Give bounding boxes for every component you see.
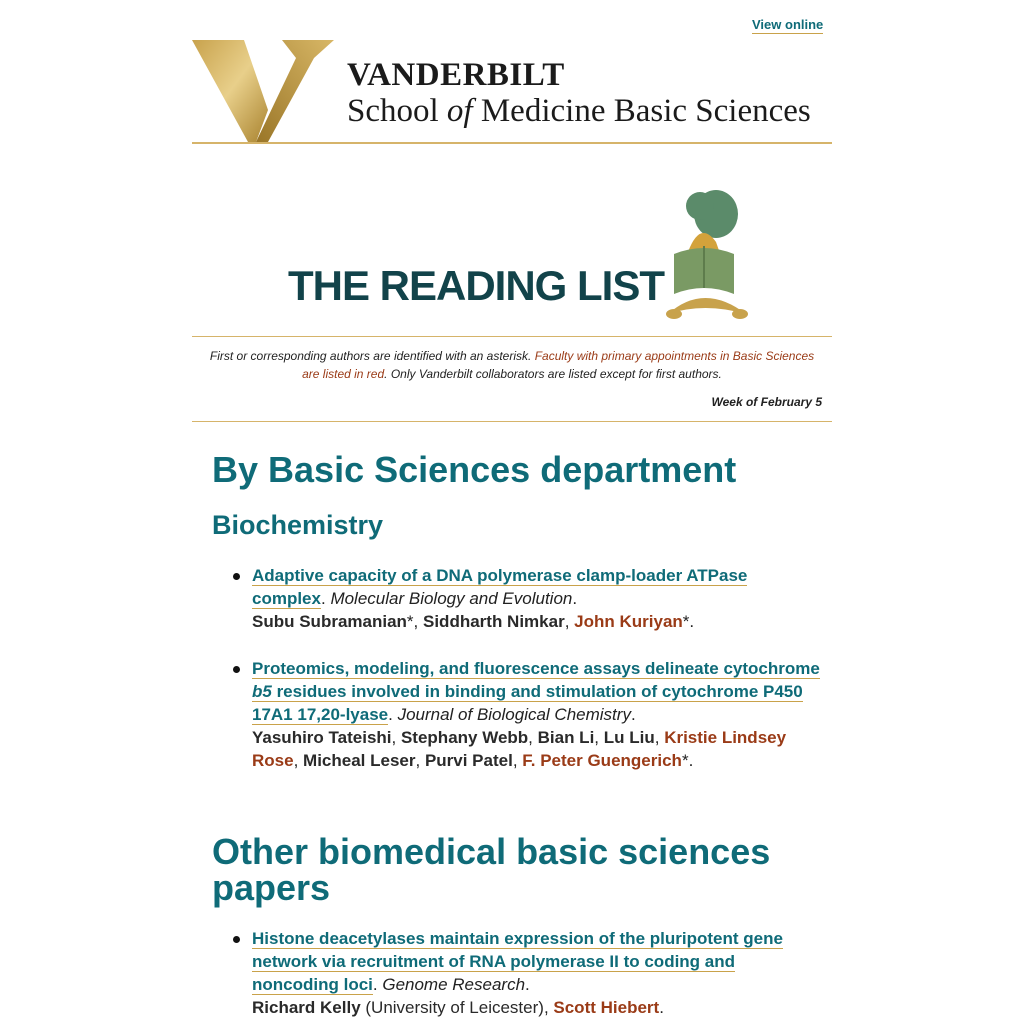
vanderbilt-v-logo-icon [192, 40, 334, 142]
brand-vanderbilt: VANDERBILT [347, 57, 565, 93]
journal-name: Molecular Biology and Evolution [330, 589, 573, 608]
journal-name: Journal of Biological Chemistry [397, 705, 631, 724]
view-online-link[interactable]: View online [752, 17, 824, 32]
author: Stephany Webb [400, 728, 529, 747]
paper-entry: Proteomics, modeling, and fluorescence assays delineate cytochrome b5 residues involved in binding and stimulation of cytochrome P450 17A1 17,20-lyase. Journal of Biological Chemistry. Yasuhiro Tateishi, Stephany Webb, Bian Li, Lu Liu, Kristie Lindsey Rose, Micheal Leser, Purvi Patel, F. Peter Guengerich*. [252, 657, 822, 772]
author: Lu Liu [603, 728, 655, 747]
paper-title-link[interactable]: Histone deacetylases maintain expression of the pluripotent gene network via recruitment of RNA polymerase II to coding and noncoding loci [252, 929, 783, 994]
bullet-icon [233, 666, 240, 673]
brand-school-name: School of Medicine Basic Sciences [347, 93, 811, 129]
paper-entry: Adaptive capacity of a DNA polymerase clamp-loader ATPase complex. Molecular Biology and Evolution. Subu Subramanian*, Siddharth Nimkar, John Kuriyan*. [252, 564, 822, 633]
section-heading-other-papers: Other biomedical basic sciences papers [212, 831, 771, 908]
week-label: Week of February 5 [711, 395, 822, 409]
author: Siddharth Nimkar [423, 612, 565, 631]
reading-person-icon [664, 184, 750, 324]
paper-title-link[interactable]: Proteomics, modeling, and fluorescence assays delineate cytochrome b5 residues involved in binding and stimulation of cytochrome P450 17A1 17,20-lyase [252, 659, 820, 724]
divider-top [192, 336, 832, 337]
divider-bottom [192, 421, 832, 422]
bullet-icon [233, 936, 240, 943]
reading-list-title: THE READING LIST [288, 262, 665, 309]
paper-entry: Histone deacetylases maintain expression of the pluripotent gene network via recruitment of RNA polymerase II to coding and noncoding loci. Genome Research. Richard Kelly (University of Leicester), Scott Hiebert. [252, 927, 822, 1019]
author-faculty: Scott Hiebert [553, 998, 660, 1017]
vanderbilt-header-logo [192, 40, 832, 144]
journal-name: Genome Research [382, 975, 526, 994]
author: Richard Kelly [252, 998, 361, 1017]
author: Yasuhiro Tateishi [252, 728, 392, 747]
authorship-note: First or corresponding authors are identified with an asterisk. Faculty with primary appointments in Basic Sciences are listed in red. Only Vanderbilt collaborators are listed except for first authors. [209, 349, 815, 381]
author-faculty: John Kuriyan [574, 612, 683, 631]
author: Bian Li [537, 728, 595, 747]
author: Micheal Leser [303, 751, 416, 770]
author-faculty: F. Peter Guengerich [522, 751, 682, 770]
author: Purvi Patel [424, 751, 513, 770]
reading-list-banner [192, 180, 832, 330]
section-heading-by-department: By Basic Sciences department [212, 449, 737, 490]
paper-title-link[interactable]: Adaptive capacity of a DNA polymerase clamp-loader ATPase complex [252, 566, 748, 608]
author-affiliation: (University of Leicester) [360, 998, 544, 1017]
author: Subu Subramanian [252, 612, 407, 631]
section-heading-biochemistry: Biochemistry [212, 510, 384, 540]
bullet-icon [233, 573, 240, 580]
author-faculty: Kristie Lindsey Rose [252, 728, 787, 770]
